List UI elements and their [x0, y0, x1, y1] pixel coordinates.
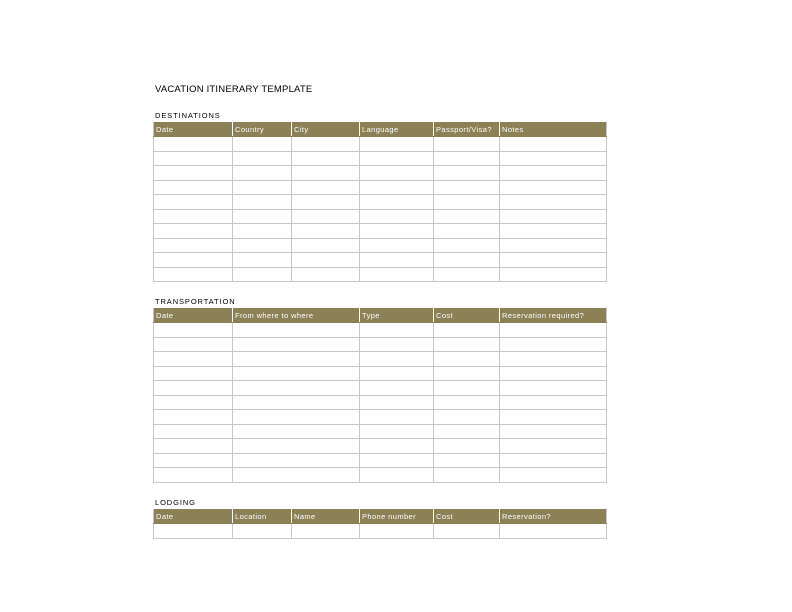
destinations-table-cell[interactable] [434, 238, 500, 253]
transportation-table-cell[interactable] [500, 410, 607, 425]
transportation-table-cell[interactable] [500, 337, 607, 352]
lodging-col-location: Location [233, 509, 292, 524]
lodging-col-cost: Cost [434, 509, 500, 524]
destinations-table-cell[interactable] [360, 180, 434, 195]
destinations-table-row [154, 180, 607, 195]
transportation-table-cell[interactable] [360, 337, 434, 352]
transportation-table-row [154, 337, 607, 352]
destinations-table-cell[interactable] [500, 238, 607, 253]
lodging-header-row [154, 509, 607, 524]
destinations-table-cell[interactable] [434, 253, 500, 268]
destinations-table-cell[interactable] [292, 151, 360, 166]
transportation-table-cell[interactable] [233, 395, 360, 410]
destinations-table-cell[interactable] [154, 253, 233, 268]
destinations-table-cell[interactable] [233, 267, 292, 282]
lodging-table-cell[interactable] [360, 524, 434, 539]
transportation-table-cell[interactable] [154, 366, 233, 381]
transportation-table-row [154, 352, 607, 367]
lodging-col-name: Name [292, 509, 360, 524]
destinations-label: DESTINATIONS [155, 111, 221, 120]
destinations-table-cell[interactable] [292, 195, 360, 210]
transportation-table-cell[interactable] [360, 410, 434, 425]
destinations-table-cell[interactable] [154, 209, 233, 224]
destinations-table-cell[interactable] [292, 166, 360, 181]
lodging-table-cell[interactable] [500, 524, 607, 539]
transportation-table-cell[interactable] [360, 381, 434, 396]
destinations-table-cell[interactable] [292, 180, 360, 195]
transportation-table-row [154, 468, 607, 483]
destinations-table-cell[interactable] [500, 209, 607, 224]
destinations-table-row [154, 209, 607, 224]
destinations-col-date: Date [154, 122, 233, 137]
destinations-table-cell[interactable] [154, 151, 233, 166]
destinations-table-row [154, 267, 607, 282]
transportation-table-cell[interactable] [500, 323, 607, 338]
destinations-table-cell[interactable] [360, 209, 434, 224]
transportation-table-cell[interactable] [360, 439, 434, 454]
destinations-table-cell[interactable] [292, 224, 360, 239]
destinations-table-cell[interactable] [434, 180, 500, 195]
transportation-table-cell[interactable] [500, 439, 607, 454]
lodging-col-phone-number: Phone number [360, 509, 434, 524]
lodging-table-cell[interactable] [154, 524, 233, 539]
transportation-table-cell[interactable] [360, 323, 434, 338]
transportation-table-cell[interactable] [434, 439, 500, 454]
destinations-table-cell[interactable] [360, 267, 434, 282]
destinations-table-cell[interactable] [360, 137, 434, 152]
destinations-table-cell[interactable] [154, 224, 233, 239]
destinations-table-cell[interactable] [233, 238, 292, 253]
transportation-table-cell[interactable] [500, 395, 607, 410]
transportation-body [154, 323, 607, 483]
transportation-table-cell[interactable] [434, 410, 500, 425]
lodging-table-cell[interactable] [434, 524, 500, 539]
transportation-header-row [154, 308, 607, 323]
destinations-table-cell[interactable] [154, 166, 233, 181]
lodging-table [153, 508, 607, 539]
transportation-table-cell[interactable] [360, 424, 434, 439]
lodging-table-cell[interactable] [233, 524, 292, 539]
transportation-table-cell[interactable] [233, 323, 360, 338]
transportation-table-cell[interactable] [434, 352, 500, 367]
destinations-table-row [154, 151, 607, 166]
transportation-table-cell[interactable] [233, 366, 360, 381]
transportation-table-cell[interactable] [233, 453, 360, 468]
destinations-table-cell[interactable] [500, 180, 607, 195]
lodging-col-date: Date [154, 509, 233, 524]
transportation-col-cost: Cost [434, 308, 500, 323]
transportation-table-cell[interactable] [233, 468, 360, 483]
transportation-table-cell[interactable] [154, 439, 233, 454]
transportation-table-row [154, 410, 607, 425]
destinations-table-cell[interactable] [292, 238, 360, 253]
transportation-table [153, 307, 607, 483]
destinations-col-passport-visa: Passport/Visa? [434, 122, 500, 137]
destinations-col-notes: Notes [500, 122, 607, 137]
destinations-body [154, 137, 607, 282]
transportation-table-cell[interactable] [434, 453, 500, 468]
transportation-table-cell[interactable] [154, 410, 233, 425]
destinations-table-cell[interactable] [233, 209, 292, 224]
lodging-table-row [154, 524, 607, 539]
transportation-table-cell[interactable] [434, 395, 500, 410]
destinations-table-row [154, 137, 607, 152]
transportation-table-row [154, 323, 607, 338]
transportation-table-cell[interactable] [500, 424, 607, 439]
destinations-table-cell[interactable] [360, 166, 434, 181]
transportation-table-cell[interactable] [500, 366, 607, 381]
destinations-table-cell[interactable] [434, 195, 500, 210]
transportation-table-row [154, 439, 607, 454]
destinations-table-cell[interactable] [500, 151, 607, 166]
transportation-table-cell[interactable] [154, 323, 233, 338]
destinations-table-cell[interactable] [233, 151, 292, 166]
destinations-col-country: Country [233, 122, 292, 137]
transportation-table-cell[interactable] [434, 381, 500, 396]
transportation-table-cell[interactable] [154, 453, 233, 468]
destinations-table-cell[interactable] [360, 195, 434, 210]
destinations-table-cell[interactable] [360, 224, 434, 239]
transportation-col-type: Type [360, 308, 434, 323]
transportation-table-cell[interactable] [154, 468, 233, 483]
transportation-table-cell[interactable] [233, 381, 360, 396]
transportation-table-cell[interactable] [360, 366, 434, 381]
transportation-table-cell[interactable] [233, 352, 360, 367]
lodging-label: LODGING [155, 498, 196, 507]
transportation-table-cell[interactable] [434, 468, 500, 483]
destinations-table-cell[interactable] [500, 253, 607, 268]
transportation-table-cell[interactable] [233, 410, 360, 425]
transportation-table-cell[interactable] [233, 424, 360, 439]
lodging-body [154, 524, 607, 539]
transportation-label: TRANSPORTATION [155, 297, 236, 306]
destinations-table-cell[interactable] [292, 209, 360, 224]
destinations-table-cell[interactable] [360, 151, 434, 166]
transportation-table-row [154, 395, 607, 410]
lodging-col-reservation: Reservation? [500, 509, 607, 524]
transportation-col-reservation-required: Reservation required? [500, 308, 607, 323]
destinations-table-cell[interactable] [500, 166, 607, 181]
destinations-table-cell[interactable] [154, 238, 233, 253]
destinations-col-city: City [292, 122, 360, 137]
destinations-table-cell[interactable] [233, 253, 292, 268]
destinations-table-row [154, 253, 607, 268]
destinations-table-cell[interactable] [154, 180, 233, 195]
destinations-col-language: Language [360, 122, 434, 137]
destinations-table [153, 121, 607, 282]
transportation-table-cell[interactable] [434, 424, 500, 439]
destinations-table-cell[interactable] [434, 267, 500, 282]
transportation-table-row [154, 424, 607, 439]
destinations-table-row [154, 195, 607, 210]
destinations-table-cell[interactable] [292, 253, 360, 268]
destinations-table-cell[interactable] [360, 238, 434, 253]
transportation-table-cell[interactable] [500, 468, 607, 483]
destinations-table-cell[interactable] [292, 267, 360, 282]
destinations-table-cell[interactable] [500, 137, 607, 152]
destinations-table-cell[interactable] [434, 224, 500, 239]
destinations-table-cell[interactable] [233, 137, 292, 152]
transportation-table-cell[interactable] [434, 337, 500, 352]
destinations-table-cell[interactable] [233, 195, 292, 210]
document-title: VACATION ITINERARY TEMPLATE [155, 84, 313, 95]
transportation-table-cell[interactable] [360, 352, 434, 367]
destinations-table-cell[interactable] [233, 224, 292, 239]
transportation-table-cell[interactable] [154, 424, 233, 439]
transportation-col-route: From where to where [233, 308, 360, 323]
transportation-table-cell[interactable] [233, 439, 360, 454]
destinations-table-cell[interactable] [233, 166, 292, 181]
transportation-table-cell[interactable] [154, 352, 233, 367]
destinations-table-cell[interactable] [292, 137, 360, 152]
transportation-table-cell[interactable] [233, 337, 360, 352]
destinations-table-row [154, 166, 607, 181]
transportation-table-cell[interactable] [500, 453, 607, 468]
destinations-table-cell[interactable] [154, 137, 233, 152]
transportation-col-date: Date [154, 308, 233, 323]
transportation-table-cell[interactable] [500, 352, 607, 367]
destinations-table-cell[interactable] [500, 224, 607, 239]
destinations-header-row [154, 122, 607, 137]
transportation-table-cell[interactable] [360, 453, 434, 468]
destinations-table-cell[interactable] [360, 253, 434, 268]
destinations-table-cell[interactable] [154, 195, 233, 210]
transportation-table-cell[interactable] [434, 323, 500, 338]
transportation-table-cell[interactable] [500, 381, 607, 396]
transportation-table-cell[interactable] [434, 366, 500, 381]
transportation-table-cell[interactable] [360, 395, 434, 410]
destinations-table-cell[interactable] [154, 267, 233, 282]
transportation-table-cell[interactable] [360, 468, 434, 483]
destinations-table-row [154, 238, 607, 253]
destinations-table-cell[interactable] [233, 180, 292, 195]
destinations-table-row [154, 224, 607, 239]
destinations-table-cell[interactable] [500, 195, 607, 210]
transportation-table-cell[interactable] [154, 395, 233, 410]
destinations-table-cell[interactable] [500, 267, 607, 282]
destinations-table-cell[interactable] [434, 166, 500, 181]
transportation-table-cell[interactable] [154, 337, 233, 352]
transportation-table-row [154, 453, 607, 468]
transportation-table-row [154, 381, 607, 396]
lodging-table-cell[interactable] [292, 524, 360, 539]
transportation-table-row [154, 366, 607, 381]
destinations-table-cell[interactable] [434, 209, 500, 224]
destinations-table-cell[interactable] [434, 137, 500, 152]
transportation-table-cell[interactable] [154, 381, 233, 396]
destinations-table-cell[interactable] [434, 151, 500, 166]
